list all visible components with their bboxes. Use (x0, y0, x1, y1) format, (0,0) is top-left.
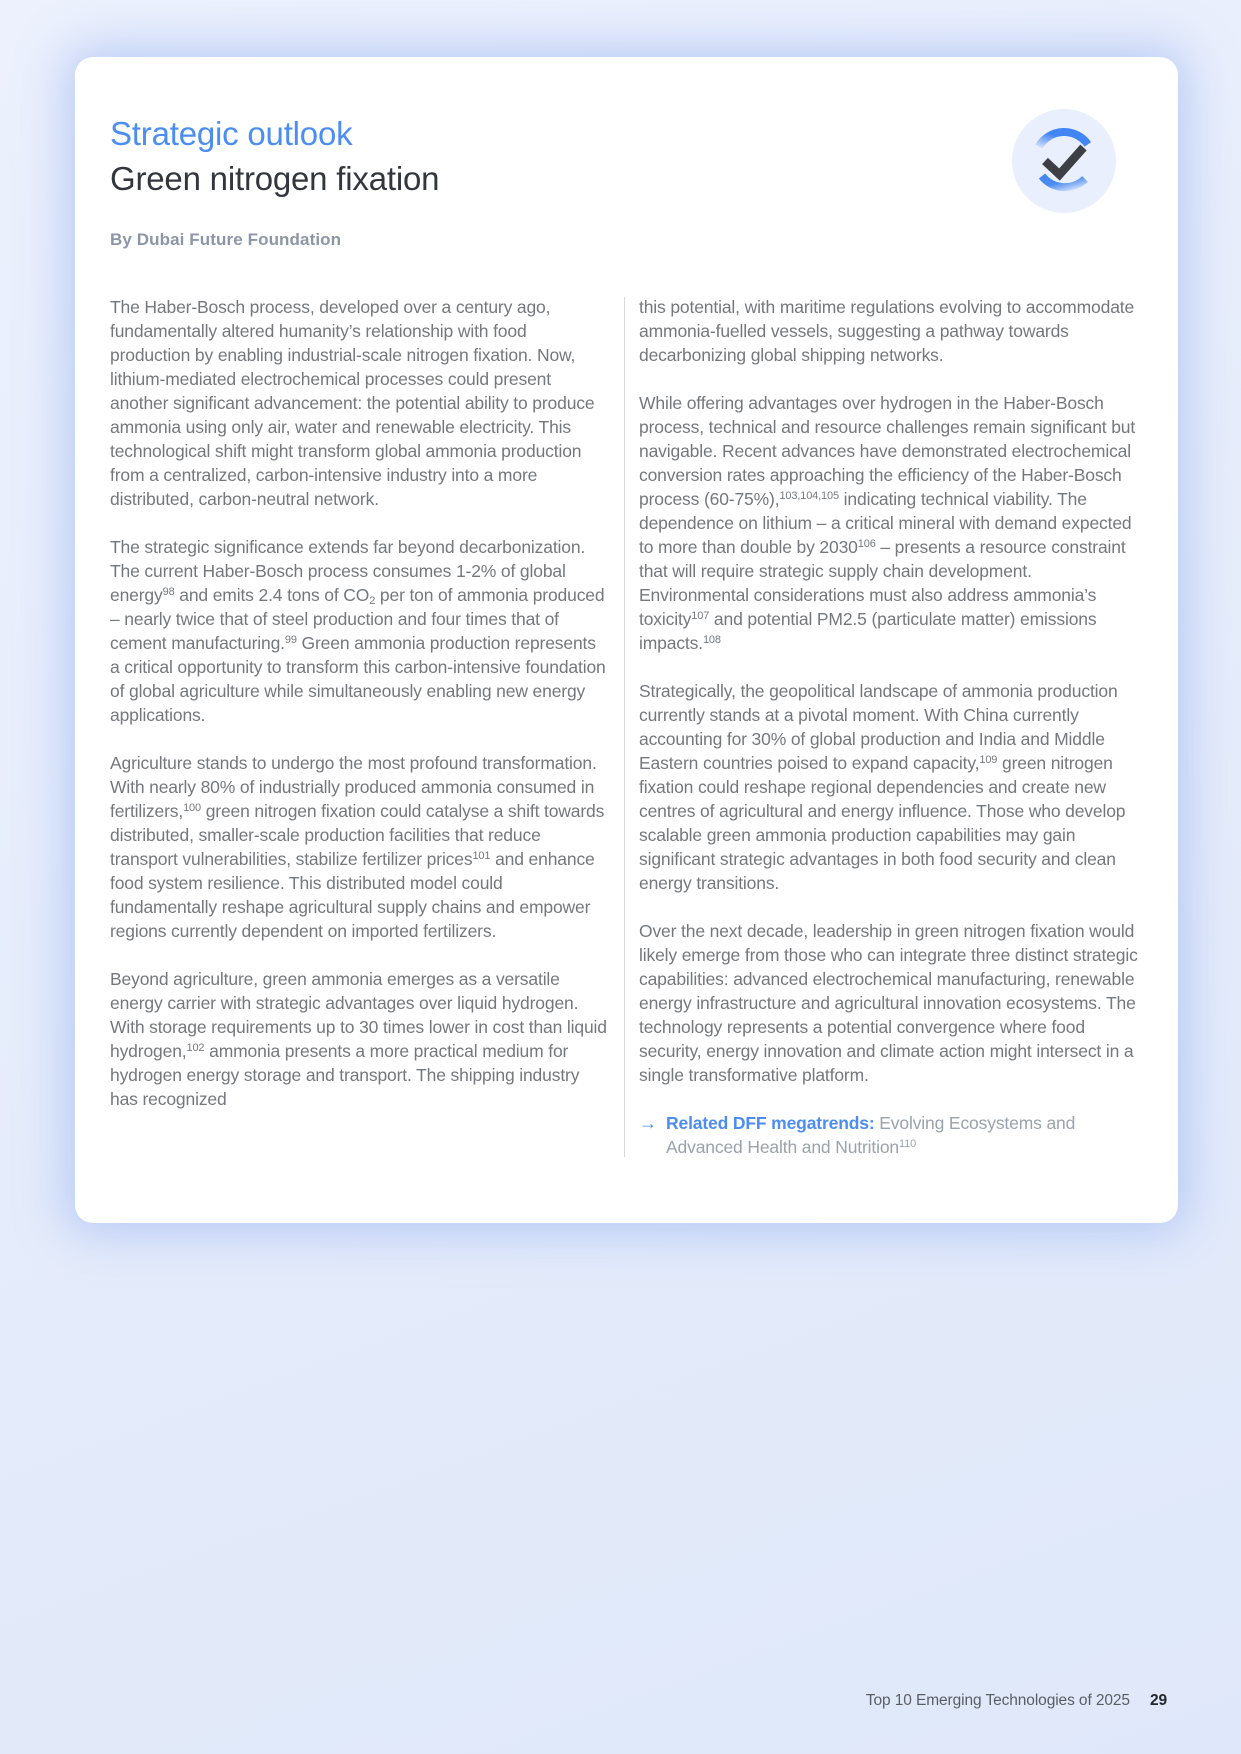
icon-background-circle (1012, 109, 1116, 213)
related-megatrends-note (639, 1111, 1143, 1159)
page-header (110, 111, 1143, 251)
paragraph: While offering advantages over hydrogen in the Haber-Bosch process, technical and resource challenges remain significant but navigable. Recent advances have demonstrated electrochemical conversion rates approaching the efficiency of the Haber-Bosch process (60-75%),$^{103,104,105}$ indicating technical viability. The dependence on lithium – a critical mineral with demand expected to more than double by 2030$^{106}$ – presents a resource constraint that will require strategic supply chain development. Environmental considerations must also address ammonia’s toxicity$^{107}$ and potential PM2.5 (particulate matter) emissions impacts.$^{108}$ (639, 393, 1136, 653)
page-footer (866, 1692, 1167, 1710)
byline: By Dubai Future Foundation (110, 230, 342, 249)
megatrends-value: Evolving Ecosystems and Advanced Health and Nutrition$^{110}$ (666, 1113, 1076, 1157)
arrow-right-icon: → (639, 1113, 657, 1133)
footer-title: Top 10 Emerging Technologies of 2025 (865, 1692, 1130, 1709)
paragraph: Over the next decade, leadership in green nitrogen fixation would likely emerge from those who can integrate three distinct strategic capabilities: advanced electrochemical manufacturing, renewable energy infrastructure and agricultural innovation ecosystems. The technology represents a potential convergence where food security, energy innovation and climate action might intersect in a single transformative platform. (639, 921, 1138, 1085)
megatrends-label: Related DFF megatrends: (666, 1113, 875, 1133)
text-column-right (639, 295, 1143, 1159)
two-column-body (110, 295, 1143, 1159)
paragraph: Strategically, the geopolitical landscape of ammonia production currently stands at a pivotal moment. With China currently accounting for 30% of global production and India and Middle Eastern countries poised to expand capacity,$^{109}$ green nitrogen fixation could reshape regional dependencies and create new centres of agricultural and energy influence. Those who develop scalable green ammonia production capabilities may gain significant strategic advantages in both food security and clean energy transitions. (639, 681, 1126, 893)
report-card (75, 57, 1178, 1223)
page-title: Green nitrogen fixation (110, 160, 440, 197)
progress-check-icon (1012, 109, 1116, 213)
column-divider (624, 297, 625, 1157)
paragraph: The strategic significance extends far beyond decarbonization. The current Haber-Bosch process consumes 1-2% of global energy$^{98}$ and emits 2.4 tons of $CO_2$ per ton of ammonia produced – nearly twice that of steel production and four times that of cement manufacturing.$^{99}$ Green ammonia production represents a critical opportunity to transform this carbon-intensive foundation of global agriculture while simultaneously enabling new energy applications. (110, 537, 606, 725)
section-kicker: Strategic outlook (110, 115, 353, 152)
paragraph: this potential, with maritime regulations evolving to accommodate ammonia-fuelled vessels, suggesting a pathway towards decarbonizing global shipping networks. (639, 297, 1135, 365)
paragraph: The Haber-Bosch process, developed over a century ago, fundamentally altered humanity’s relationship with food production by enabling industrial-scale nitrogen fixation. Now, lithium-mediated electrochemical processes could present another significant advancement: the potential ability to produce ammonia using only air, water and renewable electricity. This technological shift might transform global ammonia production from a centralized, carbon-intensive industry into a more distributed, carbon-neutral network. (110, 297, 595, 509)
paragraph: Agriculture stands to undergo the most profound transformation. With nearly 80% of industrially produced ammonia consumed in fertilizers,$^{100}$ green nitrogen fixation could catalyse a shift towards distributed, smaller-scale production facilities that reduce transport vulnerabilities, stabilize fertilizer prices$^{101}$ and enhance food system resilience. This distributed model could fundamentally reshape agricultural supply chains and empower regions currently dependent on imported fertilizers. (110, 753, 605, 941)
text-column-left (110, 295, 608, 1159)
page-number: 29 (1149, 1692, 1167, 1709)
paragraph: Beyond agriculture, green ammonia emerges as a versatile energy carrier with strategic advantages over liquid hydrogen. With storage requirements up to 30 times lower in cost than liquid hydrogen,$^{102}$ ammonia presents a more practical medium for hydrogen energy storage and transport. The shipping industry has recognized (110, 969, 607, 1109)
